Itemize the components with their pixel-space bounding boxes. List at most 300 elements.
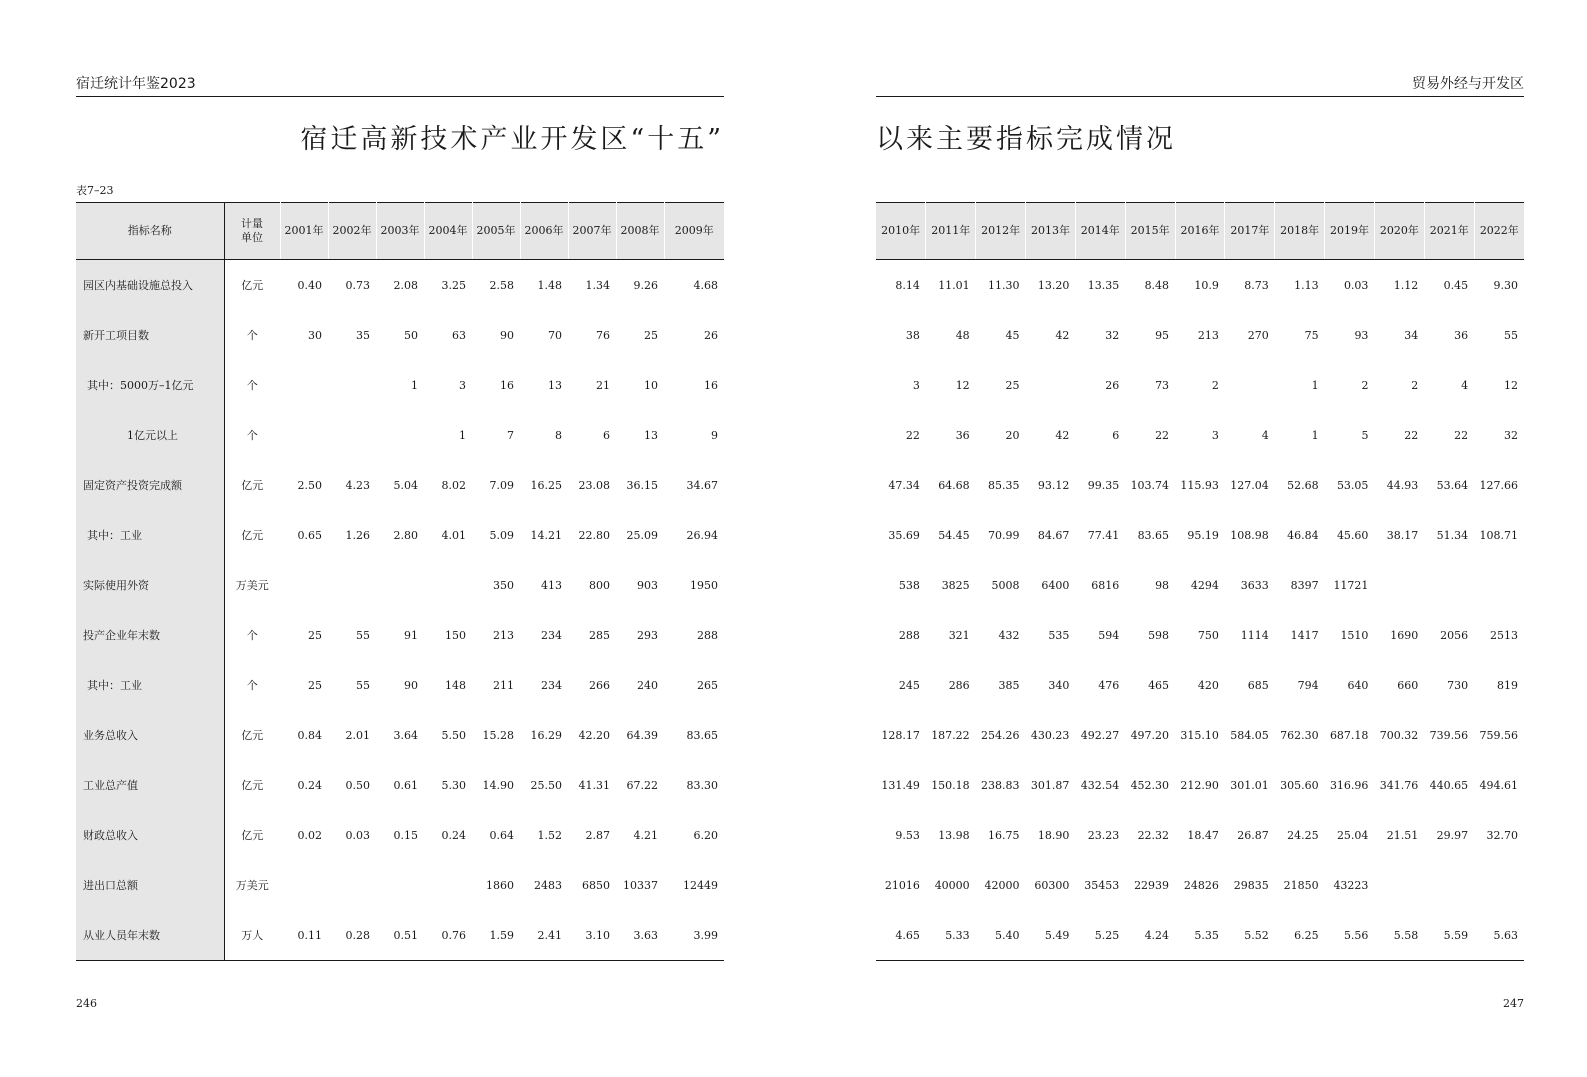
value-cell	[376, 560, 424, 610]
value-cell: 38	[905, 328, 920, 342]
table-title-part-2: 以来主要指标完成情况	[876, 124, 1176, 155]
value-cell: 26	[1105, 378, 1120, 392]
value-cell: 128.17	[881, 728, 920, 742]
table-row	[876, 660, 1524, 710]
value-cell: 5.33	[945, 928, 970, 942]
indicator-name: 新开工项目数	[76, 310, 224, 360]
table-row	[76, 310, 724, 360]
value-cell: 4.68	[693, 278, 718, 292]
value-cell: 6.25	[1294, 928, 1319, 942]
value-cell: 35.69	[888, 528, 920, 542]
value-cell: 23.23	[1087, 828, 1120, 842]
value-cell: 2.87	[585, 828, 610, 842]
value-cell: 24826	[1183, 878, 1219, 892]
indicator-name: 实际使用外资	[76, 560, 224, 610]
value-cell: 38.17	[1386, 528, 1419, 542]
value-cell: 63	[452, 328, 466, 342]
value-cell: 70.99	[988, 528, 1020, 542]
value-cell: 1860	[486, 878, 514, 892]
value-cell: 30	[308, 328, 322, 342]
value-cell: 538	[898, 578, 920, 592]
value-cell: 0.76	[441, 928, 466, 942]
value-cell: 98	[1155, 578, 1170, 592]
value-cell: 70	[548, 328, 562, 342]
value-cell	[1474, 860, 1524, 910]
value-cell: 245	[898, 678, 920, 692]
indicator-unit: 个	[224, 610, 280, 660]
value-cell: 16.25	[530, 478, 562, 492]
value-cell: 700.32	[1379, 728, 1419, 742]
value-cell: 36	[955, 428, 970, 442]
value-cell: 1	[411, 378, 418, 392]
value-cell: 234	[541, 678, 562, 692]
value-cell: 35	[356, 328, 370, 342]
column-header-year: 2018年	[1275, 203, 1325, 260]
column-header-year: 2009年	[664, 203, 724, 260]
value-cell: 432	[998, 628, 1020, 642]
value-cell: 5.58	[1393, 928, 1419, 942]
value-cell: 8.14	[895, 278, 920, 292]
value-cell: 4.23	[345, 478, 370, 492]
value-cell: 25.04	[1336, 828, 1369, 842]
value-cell: 6.20	[693, 828, 718, 842]
indicator-unit: 万美元	[224, 560, 280, 610]
value-cell: 293	[637, 628, 658, 642]
page-number-right: 247	[1503, 997, 1524, 1010]
value-cell: 211	[493, 678, 514, 692]
value-cell: 11.01	[938, 278, 970, 292]
table-row	[876, 910, 1524, 961]
value-cell: 301.01	[1230, 778, 1269, 792]
value-cell: 21.51	[1386, 828, 1419, 842]
value-cell: 413	[541, 578, 562, 592]
value-cell	[328, 560, 376, 610]
value-cell: 84.67	[1037, 528, 1070, 542]
table-row	[76, 260, 724, 311]
value-cell: 5.63	[1493, 928, 1518, 942]
value-cell: 127.66	[1479, 478, 1518, 492]
value-cell: 16	[704, 378, 718, 392]
value-cell: 11.30	[988, 278, 1020, 292]
value-cell: 0.51	[393, 928, 418, 942]
value-cell: 0.11	[297, 928, 322, 942]
value-cell: 83.65	[1137, 528, 1170, 542]
value-cell: 2483	[534, 878, 562, 892]
value-cell: 90	[404, 678, 418, 692]
value-cell: 4.65	[895, 928, 920, 942]
value-cell: 32.70	[1486, 828, 1518, 842]
value-cell: 0.15	[393, 828, 418, 842]
value-cell: 48	[955, 328, 970, 342]
indicator-unit: 亿元	[224, 760, 280, 810]
value-cell: 93	[1354, 328, 1369, 342]
running-head-right: 贸易外经与开发区	[876, 76, 1524, 97]
value-cell: 43223	[1333, 878, 1369, 892]
value-cell: 13	[644, 428, 658, 442]
column-header-year: 2016年	[1175, 203, 1225, 260]
value-cell: 432.54	[1080, 778, 1120, 792]
column-header-year: 2021年	[1424, 203, 1474, 260]
value-cell: 45.60	[1336, 528, 1369, 542]
value-cell: 465	[1148, 678, 1170, 692]
table-row	[76, 760, 724, 810]
table-row	[76, 510, 724, 560]
value-cell: 2.50	[297, 478, 322, 492]
value-cell: 819	[1497, 678, 1518, 692]
value-cell	[376, 860, 424, 910]
value-cell: 213	[493, 628, 514, 642]
indicator-name: 工业总产值	[76, 760, 224, 810]
value-cell: 739.56	[1429, 728, 1469, 742]
value-cell: 315.10	[1180, 728, 1219, 742]
value-cell: 21	[596, 378, 610, 392]
value-cell: 35453	[1084, 878, 1120, 892]
value-cell: 4.01	[441, 528, 466, 542]
value-cell: 794	[1297, 678, 1319, 692]
value-cell: 67.22	[626, 778, 658, 792]
value-cell: 150.18	[931, 778, 970, 792]
indicator-unit: 亿元	[224, 460, 280, 510]
value-cell: 25.50	[530, 778, 562, 792]
table-row	[876, 360, 1524, 410]
indicator-name: 业务总收入	[76, 710, 224, 760]
right-page	[876, 0, 1524, 1077]
indicator-name: 固定资产投资完成额	[76, 460, 224, 510]
value-cell: 1.48	[537, 278, 562, 292]
value-cell: 16.75	[988, 828, 1020, 842]
value-cell: 3	[1211, 428, 1219, 442]
value-cell	[376, 410, 424, 460]
value-cell: 1114	[1240, 628, 1269, 642]
value-cell: 234	[541, 628, 562, 642]
table-row	[76, 910, 724, 961]
value-cell: 7	[507, 428, 514, 442]
value-cell: 131.49	[881, 778, 920, 792]
value-cell: 301.87	[1030, 778, 1070, 792]
value-cell: 8.48	[1144, 278, 1170, 292]
value-cell: 10.9	[1194, 278, 1219, 292]
value-cell: 2.01	[345, 728, 370, 742]
value-cell: 26.87	[1237, 828, 1269, 842]
indicator-name: 园区内基础设施总投入	[76, 260, 224, 311]
value-cell: 265	[697, 678, 718, 692]
indicator-unit: 万人	[224, 910, 280, 961]
value-cell: 4	[1261, 428, 1269, 442]
value-cell: 21850	[1283, 878, 1319, 892]
value-cell: 762.30	[1280, 728, 1319, 742]
value-cell: 115.93	[1180, 478, 1219, 492]
value-cell: 127.04	[1230, 478, 1269, 492]
value-cell	[328, 360, 376, 410]
column-header-year: 2007年	[568, 203, 616, 260]
value-cell: 5.09	[489, 528, 514, 542]
table-row	[76, 560, 724, 610]
indicator-unit: 亿元	[224, 810, 280, 860]
value-cell: 305.60	[1280, 778, 1319, 792]
indicator-unit: 个	[224, 310, 280, 360]
value-cell: 270	[1247, 328, 1269, 342]
value-cell: 3.10	[585, 928, 610, 942]
value-cell: 1.26	[345, 528, 370, 542]
value-cell: 44.93	[1386, 478, 1419, 492]
value-cell: 187.22	[931, 728, 970, 742]
value-cell: 16	[500, 378, 514, 392]
value-cell: 22	[905, 428, 920, 442]
value-cell: 6816	[1091, 578, 1120, 592]
value-cell: 22.80	[578, 528, 610, 542]
value-cell: 20	[1005, 428, 1020, 442]
value-cell: 660	[1397, 678, 1419, 692]
value-cell: 26	[704, 328, 718, 342]
value-cell: 3633	[1240, 578, 1269, 592]
value-cell: 10337	[623, 878, 658, 892]
column-header-unit: 计量 单位	[224, 203, 280, 260]
value-cell	[280, 860, 328, 910]
value-cell: 108.98	[1230, 528, 1269, 542]
table-row	[876, 460, 1524, 510]
value-cell: 53.05	[1336, 478, 1369, 492]
value-cell: 903	[637, 578, 658, 592]
column-header-year: 2005年	[472, 203, 520, 260]
value-cell	[328, 860, 376, 910]
value-cell: 13.20	[1037, 278, 1070, 292]
value-cell: 4.21	[633, 828, 658, 842]
value-cell: 95.19	[1187, 528, 1219, 542]
value-cell: 25	[308, 678, 322, 692]
value-cell: 83.30	[686, 778, 718, 792]
table-row	[876, 260, 1524, 311]
value-cell: 5.49	[1044, 928, 1070, 942]
value-cell: 4294	[1190, 578, 1219, 592]
column-header-year: 2017年	[1225, 203, 1275, 260]
value-cell	[1474, 560, 1524, 610]
column-header-year: 2002年	[328, 203, 376, 260]
value-cell: 41.31	[578, 778, 610, 792]
value-cell: 23.08	[578, 478, 610, 492]
value-cell: 2	[1411, 378, 1419, 392]
table-row	[76, 460, 724, 510]
table-row	[76, 610, 724, 660]
value-cell: 2513	[1490, 628, 1518, 642]
column-header-year: 2006年	[520, 203, 568, 260]
value-cell: 40000	[934, 878, 970, 892]
value-cell: 4.24	[1144, 928, 1170, 942]
value-cell: 2056	[1440, 628, 1469, 642]
value-cell: 85.35	[988, 478, 1020, 492]
value-cell	[1374, 860, 1424, 910]
value-cell: 800	[589, 578, 610, 592]
table-row	[76, 660, 724, 710]
value-cell: 340	[1048, 678, 1070, 692]
value-cell: 47.34	[888, 478, 920, 492]
value-cell: 36	[1454, 328, 1469, 342]
value-cell: 76	[596, 328, 610, 342]
value-cell: 90	[500, 328, 514, 342]
table-row	[876, 810, 1524, 860]
value-cell: 95	[1155, 328, 1170, 342]
running-head-left: 宿迁统计年鉴2023	[76, 76, 724, 97]
indicator-name: 投产企业年末数	[76, 610, 224, 660]
column-header-year: 2001年	[280, 203, 328, 260]
value-cell: 73	[1155, 378, 1170, 392]
value-cell: 0.73	[345, 278, 370, 292]
value-cell: 53.64	[1436, 478, 1469, 492]
indicator-table-left	[76, 202, 724, 961]
indicator-name: 其中：5000万–1亿元	[76, 360, 224, 410]
value-cell: 3.64	[393, 728, 418, 742]
value-cell: 594	[1098, 628, 1120, 642]
value-cell: 5.35	[1194, 928, 1219, 942]
value-cell: 0.24	[297, 778, 322, 792]
value-cell: 420	[1197, 678, 1219, 692]
value-cell: 8.73	[1244, 278, 1269, 292]
value-cell: 1.59	[489, 928, 514, 942]
table-row	[76, 810, 724, 860]
value-cell: 0.61	[393, 778, 418, 792]
value-cell: 350	[493, 578, 514, 592]
column-header-year: 2012年	[976, 203, 1026, 260]
table-row	[76, 410, 724, 460]
value-cell: 5.59	[1443, 928, 1469, 942]
table-number: 表7–23	[76, 184, 114, 197]
value-cell: 0.03	[1343, 278, 1369, 292]
value-cell: 1	[1311, 428, 1319, 442]
value-cell: 14.21	[530, 528, 562, 542]
value-cell: 3	[459, 378, 466, 392]
value-cell: 286	[948, 678, 970, 692]
value-cell: 341.76	[1379, 778, 1419, 792]
value-cell: 2	[1211, 378, 1219, 392]
value-cell: 29835	[1233, 878, 1269, 892]
indicator-unit: 亿元	[224, 260, 280, 311]
value-cell: 5.25	[1094, 928, 1120, 942]
value-cell: 9	[711, 428, 718, 442]
value-cell: 60300	[1034, 878, 1070, 892]
value-cell: 64.39	[626, 728, 658, 742]
indicator-unit: 万美元	[224, 860, 280, 910]
value-cell: 34.67	[686, 478, 718, 492]
value-cell: 12	[1504, 378, 1518, 392]
value-cell: 494.61	[1479, 778, 1518, 792]
value-cell: 50	[404, 328, 418, 342]
value-cell: 2.08	[393, 278, 418, 292]
value-cell: 640	[1347, 678, 1369, 692]
table-row	[876, 710, 1524, 760]
value-cell: 1690	[1390, 628, 1419, 642]
value-cell: 285	[589, 628, 610, 642]
value-cell: 29.97	[1436, 828, 1469, 842]
value-cell: 5.40	[995, 928, 1020, 942]
page-number-left: 246	[76, 997, 97, 1010]
value-cell: 0.03	[345, 828, 370, 842]
value-cell: 213	[1197, 328, 1219, 342]
value-cell: 36.15	[626, 478, 658, 492]
indicator-unit: 亿元	[224, 710, 280, 760]
value-cell: 13	[548, 378, 562, 392]
value-cell: 266	[589, 678, 610, 692]
value-cell: 32	[1105, 328, 1120, 342]
value-cell: 1.12	[1393, 278, 1419, 292]
value-cell: 1	[459, 428, 466, 442]
value-cell: 2.80	[393, 528, 418, 542]
table-row	[76, 710, 724, 760]
value-cell: 1417	[1290, 628, 1319, 642]
indicator-table-right	[876, 202, 1524, 961]
value-cell: 685	[1247, 678, 1269, 692]
value-cell: 5.56	[1343, 928, 1369, 942]
value-cell: 440.65	[1429, 778, 1469, 792]
value-cell: 0.64	[489, 828, 514, 842]
value-cell: 11721	[1333, 578, 1369, 592]
value-cell: 212.90	[1180, 778, 1219, 792]
value-cell: 108.71	[1479, 528, 1518, 542]
table-row	[876, 760, 1524, 810]
value-cell	[280, 360, 328, 410]
column-header-year: 2019年	[1325, 203, 1375, 260]
column-header-year: 2020年	[1374, 203, 1424, 260]
value-cell: 42	[1055, 328, 1070, 342]
value-cell: 1.13	[1294, 278, 1319, 292]
value-cell: 3	[912, 378, 920, 392]
value-cell	[424, 560, 472, 610]
indicator-name: 1亿元以上	[76, 410, 224, 460]
value-cell	[424, 860, 472, 910]
value-cell: 22	[1155, 428, 1170, 442]
value-cell: 52.68	[1287, 478, 1319, 492]
value-cell: 14.90	[482, 778, 514, 792]
value-cell: 5.30	[441, 778, 466, 792]
value-cell: 24.25	[1287, 828, 1319, 842]
value-cell: 18.47	[1187, 828, 1219, 842]
column-header-name: 指标名称	[76, 203, 224, 260]
value-cell: 12449	[683, 878, 718, 892]
value-cell: 15.28	[482, 728, 514, 742]
value-cell: 2.58	[489, 278, 514, 292]
value-cell: 759.56	[1479, 728, 1518, 742]
value-cell: 3.63	[633, 928, 658, 942]
table-row	[876, 510, 1524, 560]
value-cell: 75	[1304, 328, 1319, 342]
value-cell: 0.02	[297, 828, 322, 842]
value-cell: 7.09	[489, 478, 514, 492]
value-cell: 1510	[1340, 628, 1369, 642]
column-header-year: 2015年	[1125, 203, 1175, 260]
value-cell: 103.74	[1130, 478, 1170, 492]
value-cell: 18.90	[1037, 828, 1070, 842]
value-cell: 3.99	[693, 928, 718, 942]
value-cell	[1225, 360, 1275, 410]
value-cell: 430.23	[1030, 728, 1070, 742]
value-cell: 21016	[884, 878, 920, 892]
value-cell	[1424, 860, 1474, 910]
value-cell: 8.02	[441, 478, 466, 492]
value-cell: 288	[898, 628, 920, 642]
value-cell: 22.32	[1137, 828, 1170, 842]
value-cell: 22	[1454, 428, 1469, 442]
indicator-name: 从业人员年末数	[76, 910, 224, 961]
value-cell: 584.05	[1230, 728, 1269, 742]
value-cell: 91	[404, 628, 418, 642]
column-header-year: 2003年	[376, 203, 424, 260]
table-row	[76, 360, 724, 410]
value-cell: 42.20	[578, 728, 610, 742]
value-cell: 750	[1197, 628, 1219, 642]
value-cell: 25	[644, 328, 658, 342]
value-cell: 55	[1504, 328, 1518, 342]
value-cell: 8397	[1290, 578, 1319, 592]
column-header-year: 2004年	[424, 203, 472, 260]
column-header-year: 2011年	[926, 203, 976, 260]
